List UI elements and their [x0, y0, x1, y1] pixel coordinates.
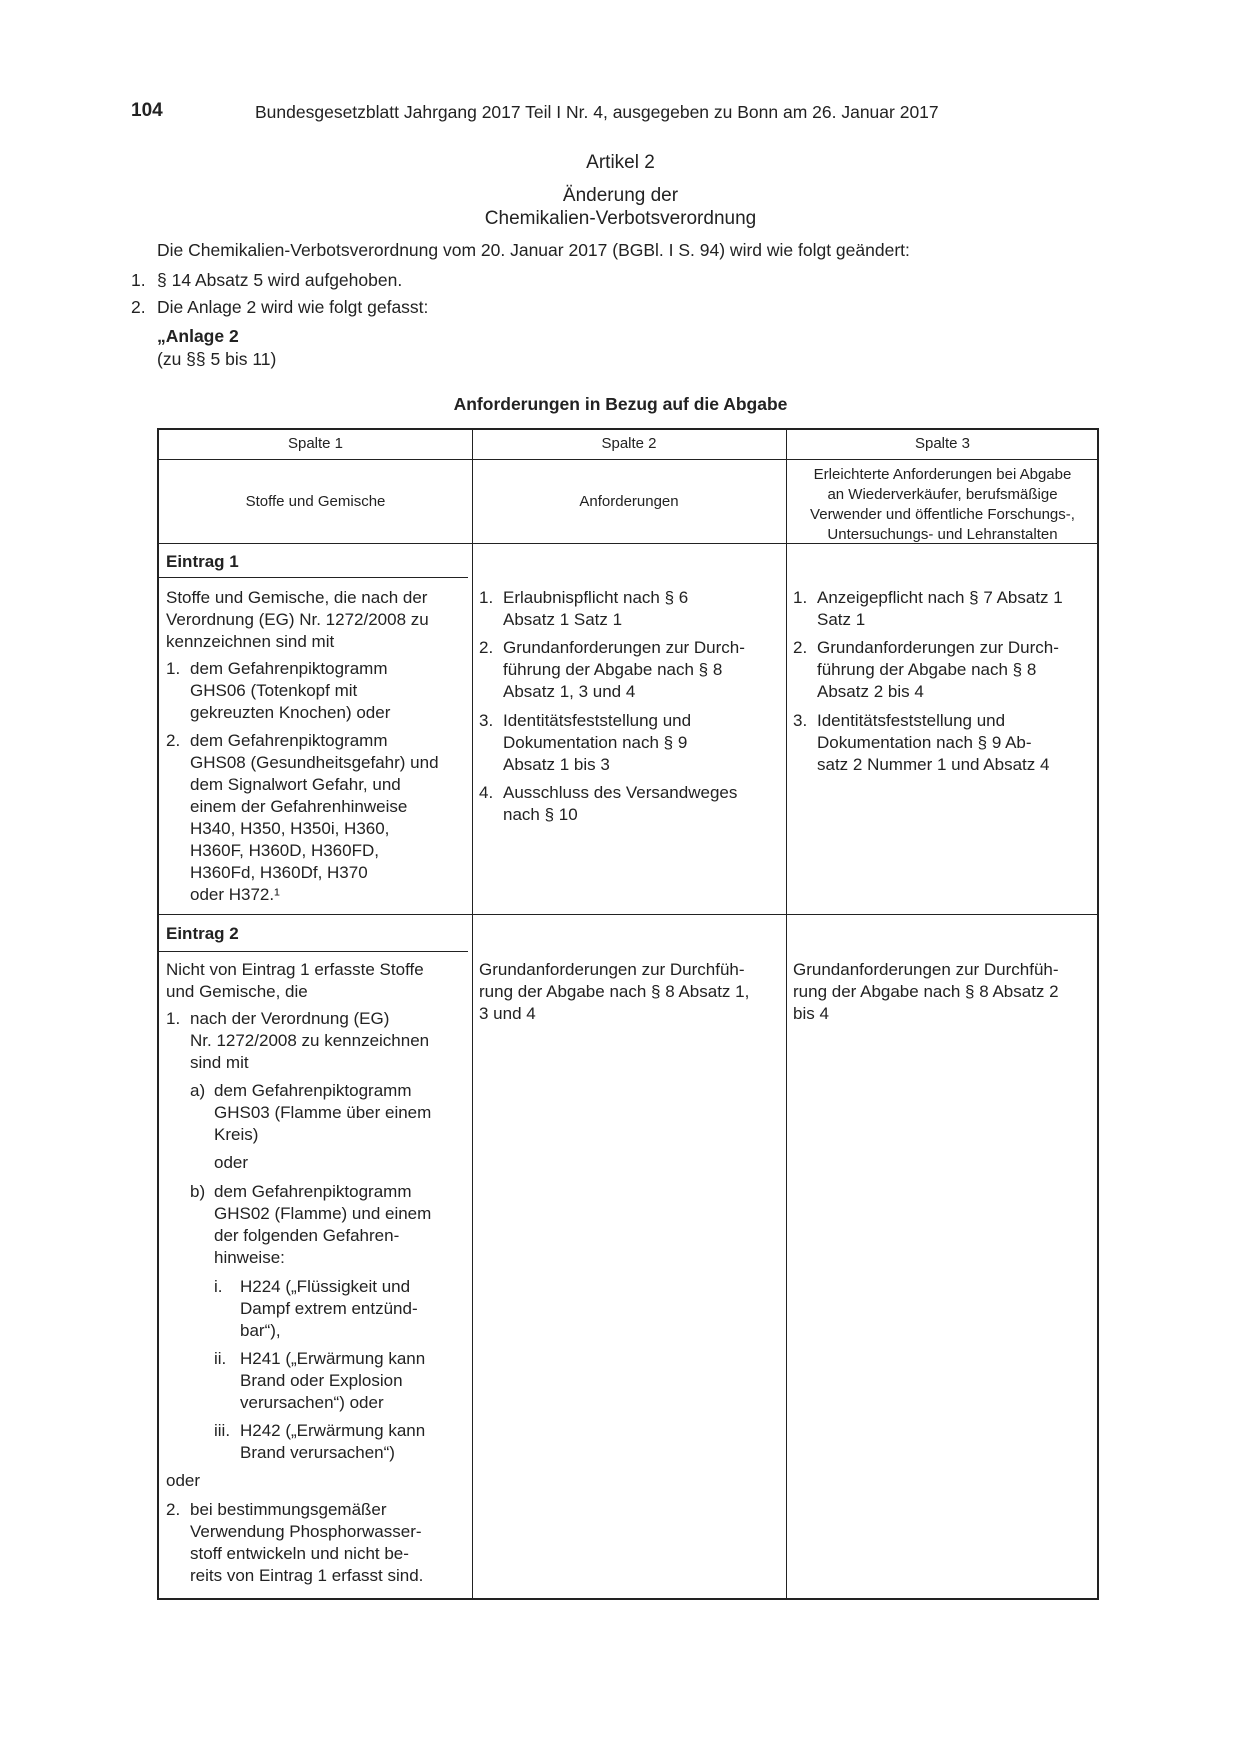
page-number: 104 [131, 100, 163, 121]
entry-2-title: Eintrag 2 [166, 924, 239, 943]
text-line: Nr. 1272/2008 zu kennzeichnen [190, 1031, 430, 1050]
item-number: 4. [479, 783, 494, 802]
header-line: an Wiederverkäufer, berufsmäßige [827, 486, 1058, 503]
list-item [131, 270, 403, 291]
conjunction-oder: oder [214, 1153, 249, 1172]
header-line: Verwender und öffentliche Forschungs-, [810, 506, 1075, 523]
text-line: rung der Abgabe nach § 8 Absatz 2 [793, 982, 1059, 1001]
item-number: 2. [131, 297, 146, 317]
article-title: Artikel 2 [586, 152, 655, 173]
item-number: 2. [166, 1500, 181, 1519]
text-line: dem Gefahrenpiktogramm [190, 659, 388, 678]
column-header: Spalte 3 [914, 435, 971, 452]
text-line: einem der Gefahrenhinweise [190, 797, 408, 816]
item-number: 3. [479, 711, 494, 730]
text-line: H340, H350, H350i, H360, [190, 819, 390, 838]
text-line: sind mit [190, 1053, 249, 1072]
text-line: H224 („Flüssigkeit und [240, 1277, 411, 1296]
item-number: 1. [166, 1009, 181, 1028]
intro-paragraph: Die Chemikalien-Verbotsverordnung vom 20. Januar 2017 (BGBl. I S. 94) wird wie folgt geändert: [157, 240, 910, 260]
text-line: dem Gefahrenpiktogramm [214, 1182, 412, 1201]
item-text: § 14 Absatz 5 wird aufgehoben. [157, 270, 403, 290]
text-line: Grundanforderungen zur Durchfüh- [479, 960, 745, 979]
text-line: H360F, H360D, H360FD, [190, 841, 379, 860]
anlage-reference: (zu §§ 5 bis 11) [157, 349, 277, 369]
text-line: bar“), [240, 1321, 281, 1340]
article-subtitle-1: Änderung der [562, 185, 679, 206]
text-line: Ausschluss des Versandweges [503, 783, 738, 802]
item-number: 1. [793, 588, 808, 607]
entry-2-intro [166, 959, 424, 1003]
entry-1-title: Eintrag 1 [166, 552, 239, 571]
conjunction-oder: oder [166, 1471, 201, 1490]
row-divider [159, 951, 468, 952]
item-number: 1. [479, 588, 494, 607]
table-caption: Anforderungen in Bezug auf die Abgabe [453, 394, 788, 414]
text-line: Verwendung Phosphorwasser- [190, 1522, 422, 1541]
text-line: Grundanforderungen zur Durchfüh- [793, 960, 1059, 979]
text-line: führung der Abgabe nach § 8 [817, 660, 1037, 679]
text-line: hinweise: [214, 1248, 285, 1267]
text-line: oder H372.¹ [190, 885, 280, 904]
text-line: dem Gefahrenpiktogramm [214, 1081, 412, 1100]
item-number: b) [190, 1182, 206, 1201]
text-line: der folgenden Gefahren- [214, 1226, 400, 1245]
text-line: Kreis) [214, 1125, 259, 1144]
column-header: Spalte 1 [287, 435, 344, 452]
text-line: Dampf extrem entzünd- [240, 1299, 418, 1318]
text-line: Erlaubnispflicht nach § 6 [503, 588, 689, 607]
text-line: führung der Abgabe nach § 8 [503, 660, 723, 679]
column-divider [786, 430, 787, 1598]
item-number: i. [214, 1277, 223, 1296]
text-line: kennzeichnen sind mit [166, 632, 335, 651]
subheader-requirements: Anforderungen [579, 493, 679, 510]
text-line: Absatz 1 Satz 1 [503, 610, 623, 629]
column-divider [472, 430, 473, 1598]
article-subtitle-2: Chemikalien-Verbotsverordnung [484, 208, 757, 229]
text-line: Nicht von Eintrag 1 erfasste Stoffe [166, 960, 424, 979]
item-number: 2. [793, 638, 808, 657]
text-line: gekreuzten Knochen) oder [190, 703, 391, 722]
text-line: 3 und 4 [479, 1004, 536, 1023]
text-line: reits von Eintrag 1 erfasst sind. [190, 1566, 424, 1585]
text-line: satz 2 Nummer 1 und Absatz 4 [817, 755, 1050, 774]
running-header: Bundesgesetzblatt Jahrgang 2017 Teil I Nr. 4, ausgegeben zu Bonn am 26. Januar 2017 [255, 102, 939, 122]
entry-2-relaxed-requirements [793, 959, 1059, 1025]
text-line: Stoffe und Gemische, die nach der [166, 588, 428, 607]
header-line: Untersuchungs- und Lehranstalten [827, 526, 1058, 543]
item-number: iii. [214, 1421, 231, 1440]
header-line: Erleichterte Anforderungen bei Abgabe [813, 466, 1072, 483]
anlage-title: „Anlage 2 [157, 326, 239, 346]
text-line: stoff entwickeln und nicht be- [190, 1544, 409, 1563]
text-line: Identitätsfeststellung und [817, 711, 1006, 730]
text-line: GHS03 (Flamme über einem [214, 1103, 432, 1122]
entry-1-intro [166, 587, 429, 653]
subheader-substances: Stoffe und Gemische [245, 493, 386, 510]
text-line: nach der Verordnung (EG) [190, 1009, 390, 1028]
text-line: H360Fd, H360Df, H370 [190, 863, 368, 882]
item-text: Die Anlage 2 wird wie folgt gefasst: [157, 297, 429, 317]
item-number: 3. [793, 711, 808, 730]
text-line: GHS02 (Flamme) und einem [214, 1204, 432, 1223]
item-number: a) [190, 1081, 206, 1100]
text-line: Brand verursachen“) [240, 1443, 395, 1462]
text-line: bis 4 [793, 1004, 829, 1023]
item-number: 1. [131, 270, 146, 290]
text-line: H242 („Erwärmung kann [240, 1421, 426, 1440]
text-line: Brand oder Explosion [240, 1371, 403, 1390]
text-line: nach § 10 [503, 805, 578, 824]
text-line: Absatz 1 bis 3 [503, 755, 610, 774]
item-number: ii. [214, 1349, 227, 1368]
text-line: dem Gefahrenpiktogramm [190, 731, 388, 750]
text-line: Identitätsfeststellung und [503, 711, 692, 730]
item-number: 1. [166, 659, 181, 678]
text-line: Verordnung (EG) Nr. 1272/2008 zu [166, 610, 429, 629]
text-line: dem Signalwort Gefahr, und [190, 775, 401, 794]
row-divider [159, 459, 1097, 460]
subheader-relaxed-requirements [786, 465, 1099, 545]
item-number: 2. [479, 638, 494, 657]
text-line: verursachen“) oder [240, 1393, 384, 1412]
text-line: Dokumentation nach § 9 [503, 733, 688, 752]
text-line: Anzeigepflicht nach § 7 Absatz 1 [817, 588, 1063, 607]
row-divider [159, 914, 1097, 915]
text-line: rung der Abgabe nach § 8 Absatz 1, [479, 982, 750, 1001]
text-line: und Gemische, die [166, 982, 308, 1001]
text-line: GHS06 (Totenkopf mit [190, 681, 358, 700]
text-line: bei bestimmungsgemäßer [190, 1500, 387, 1519]
text-line: Absatz 2 bis 4 [817, 682, 924, 701]
text-line: GHS08 (Gesundheitsgefahr) und [190, 753, 439, 772]
text-line: Satz 1 [817, 610, 866, 629]
text-line: Grundanforderungen zur Durch- [817, 638, 1059, 657]
text-line: Grundanforderungen zur Durch- [503, 638, 745, 657]
row-divider [159, 577, 468, 578]
column-header: Spalte 2 [601, 435, 657, 452]
entry-2-requirements [479, 959, 749, 1025]
requirements-table [157, 428, 1099, 1600]
item-number: 2. [166, 731, 181, 750]
text-line: Dokumentation nach § 9 Ab- [817, 733, 1032, 752]
list-item [131, 297, 429, 318]
text-line: H241 („Erwärmung kann [240, 1349, 426, 1368]
text-line: Absatz 1, 3 und 4 [503, 682, 636, 701]
